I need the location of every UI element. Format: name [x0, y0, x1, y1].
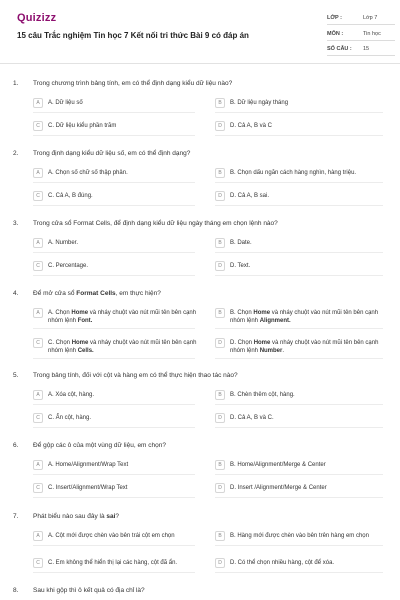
option-letter-badge: C [33, 483, 43, 493]
option-divider [215, 328, 383, 329]
option-text: B. Chọn Home và nháy chuột vào nút mũi tên bên cạnh nhóm lệnh Alignment. [230, 310, 379, 325]
option-letter-badge: A [33, 98, 43, 108]
option-divider [215, 545, 383, 546]
option-letter-badge: B [215, 390, 225, 400]
option-divider [33, 358, 195, 359]
option-text: D. Chọn Home và nháy chuột vào nút mũi tên bên cạnh nhóm lệnh Number. [230, 340, 379, 355]
option-divider [215, 275, 383, 276]
option-letter-badge: B [215, 531, 225, 541]
question-text: Trong bảng tính, đối với cột và hàng em có thể thực hiện thao tác nào? [33, 372, 238, 379]
option-letter-badge: C [33, 121, 43, 131]
option-text: D. Insert /Alignment/Merge & Center [230, 485, 327, 491]
option-letter-badge: D [215, 338, 225, 348]
option-divider [33, 252, 195, 253]
option-letter-badge: A [33, 238, 43, 248]
option-text: B. Date. [230, 240, 252, 246]
option-text: A. Cột mới được chèn vào bên trái cột em chọn [48, 533, 175, 539]
option-letter-badge: B [215, 460, 225, 470]
meta-value: 15 [363, 46, 370, 52]
option-letter-badge: D [215, 483, 225, 493]
option-divider [33, 328, 195, 329]
option-text: C. Dữ liệu kiểu phần trăm [48, 123, 117, 129]
option-letter-badge: B [215, 98, 225, 108]
question-text: Trong cửa sổ Format Cells, để định dạng kiểu dữ liệu ngày tháng em chọn lệnh nào? [33, 220, 278, 227]
meta-underline [327, 55, 395, 56]
option-letter-badge: C [33, 191, 43, 201]
option-letter-badge: C [33, 413, 43, 423]
option-text: C. Cả A, B đúng. [48, 193, 93, 199]
option-divider [33, 112, 195, 113]
quizizz-logo: Quizizz [17, 12, 57, 24]
option-divider [33, 135, 195, 136]
question-text: Trong định dạng kiểu dữ liệu số, em có thể định dạng? [33, 150, 191, 157]
option-text: D. Có thể chọn nhiều hàng, cột để xóa. [230, 560, 335, 566]
option-divider [215, 572, 383, 573]
worksheet-header [0, 0, 400, 64]
option-letter-badge: A [33, 531, 43, 541]
option-text: D. Cả A, B và C [230, 123, 273, 129]
option-divider [215, 252, 383, 253]
option-divider [215, 205, 383, 206]
option-letter-badge: C [33, 558, 43, 568]
option-divider [215, 135, 383, 136]
option-divider [215, 427, 383, 428]
option-text: B. Chọn dấu ngăn cách hàng nghìn, hàng triệu. [230, 170, 357, 176]
option-divider [33, 205, 195, 206]
page-title: 15 câu Trắc nghiệm Tin học 7 Kết nối tri thức Bài 9 có đáp án [17, 31, 249, 40]
option-letter-badge: D [215, 191, 225, 201]
question-number: 3. [13, 220, 19, 227]
option-letter-badge: A [33, 390, 43, 400]
question-text: Để gộp các ô của một vùng dữ liệu, em chọn? [33, 442, 166, 449]
option-divider [215, 182, 383, 183]
question-number: 1. [13, 80, 19, 87]
option-text: B. Chèn thêm cột, hàng. [230, 392, 295, 398]
meta-underline [327, 24, 395, 25]
meta-label: SỐ CÂU : [327, 46, 352, 52]
meta-underline [327, 40, 395, 41]
option-text: C. Percentage. [48, 263, 89, 269]
option-text: A. Dữ liệu số [48, 100, 83, 106]
option-letter-badge: B [215, 168, 225, 178]
option-divider [33, 497, 195, 498]
option-letter-badge: A [33, 460, 43, 470]
option-divider [33, 182, 195, 183]
question-number: 4. [13, 290, 19, 297]
option-text: C. Em không thể hiển thị lại các hàng, cột đã ẩn. [48, 560, 178, 566]
option-divider [33, 404, 195, 405]
option-letter-badge: C [33, 261, 43, 271]
option-letter-badge: D [215, 558, 225, 568]
option-text: A. Home/Alignment/Wrap Text [48, 462, 129, 468]
question-number: 8. [13, 587, 19, 594]
option-letter-badge: A [33, 308, 43, 318]
option-letter-badge: A [33, 168, 43, 178]
option-divider [33, 427, 195, 428]
option-text: A. Xóa cột, hàng. [48, 392, 95, 398]
meta-value: Tin học [363, 31, 381, 37]
meta-value: Lớp 7 [363, 15, 378, 21]
option-text: C. Ẩn cột, hàng. [48, 415, 92, 421]
question-text: Để mở cửa sổ Format Cells, em thực hiện? [33, 290, 161, 297]
option-divider [33, 545, 195, 546]
option-letter-badge: B [215, 308, 225, 318]
option-divider [33, 275, 195, 276]
option-divider [215, 497, 383, 498]
option-text: C. Chọn Home và nháy chuột vào nút mũi tên bên cạnh nhóm lệnh Cells. [48, 340, 197, 355]
option-letter-badge: D [215, 413, 225, 423]
question-text: Trong chương trình bảng tính, em có thể định dạng kiểu dữ liệu nào? [33, 80, 233, 87]
option-text: B. Home/Alignment/Merge & Center [230, 462, 326, 468]
question-text: Phát biểu nào sau đây là sai? [33, 513, 120, 520]
option-text: B. Dữ liệu ngày tháng [230, 100, 289, 106]
option-divider [33, 572, 195, 573]
option-letter-badge: D [215, 121, 225, 131]
question-number: 5. [13, 372, 19, 379]
meta-label: MÔN : [327, 31, 344, 37]
option-divider [33, 474, 195, 475]
question-text: Sau khi gộp thì ô kết quả có địa chỉ là? [33, 587, 145, 594]
option-divider [215, 404, 383, 405]
option-text: B. Hàng mới được chèn vào bên trên hàng em chọn [230, 533, 369, 539]
question-number: 7. [13, 513, 19, 520]
option-text: A. Chọn số chữ số thập phân. [48, 170, 128, 176]
meta-label: LỚP : [327, 15, 342, 21]
option-divider [215, 358, 383, 359]
option-letter-badge: D [215, 261, 225, 271]
option-text: D. Text. [230, 263, 251, 269]
option-text: D. Cả A, B và C. [230, 415, 274, 421]
option-text: A. Chọn Home và nháy chuột vào nút mũi tên bên cạnh nhóm lệnh Font. [48, 310, 197, 325]
option-letter-badge: B [215, 238, 225, 248]
option-divider [215, 112, 383, 113]
question-number: 6. [13, 442, 19, 449]
option-divider [215, 474, 383, 475]
option-text: D. Cả A, B sai. [230, 193, 270, 199]
option-letter-badge: C [33, 338, 43, 348]
question-number: 2. [13, 150, 19, 157]
option-text: C. Insert/Alignment/Wrap Text [48, 485, 128, 491]
option-text: A. Number. [48, 240, 79, 246]
